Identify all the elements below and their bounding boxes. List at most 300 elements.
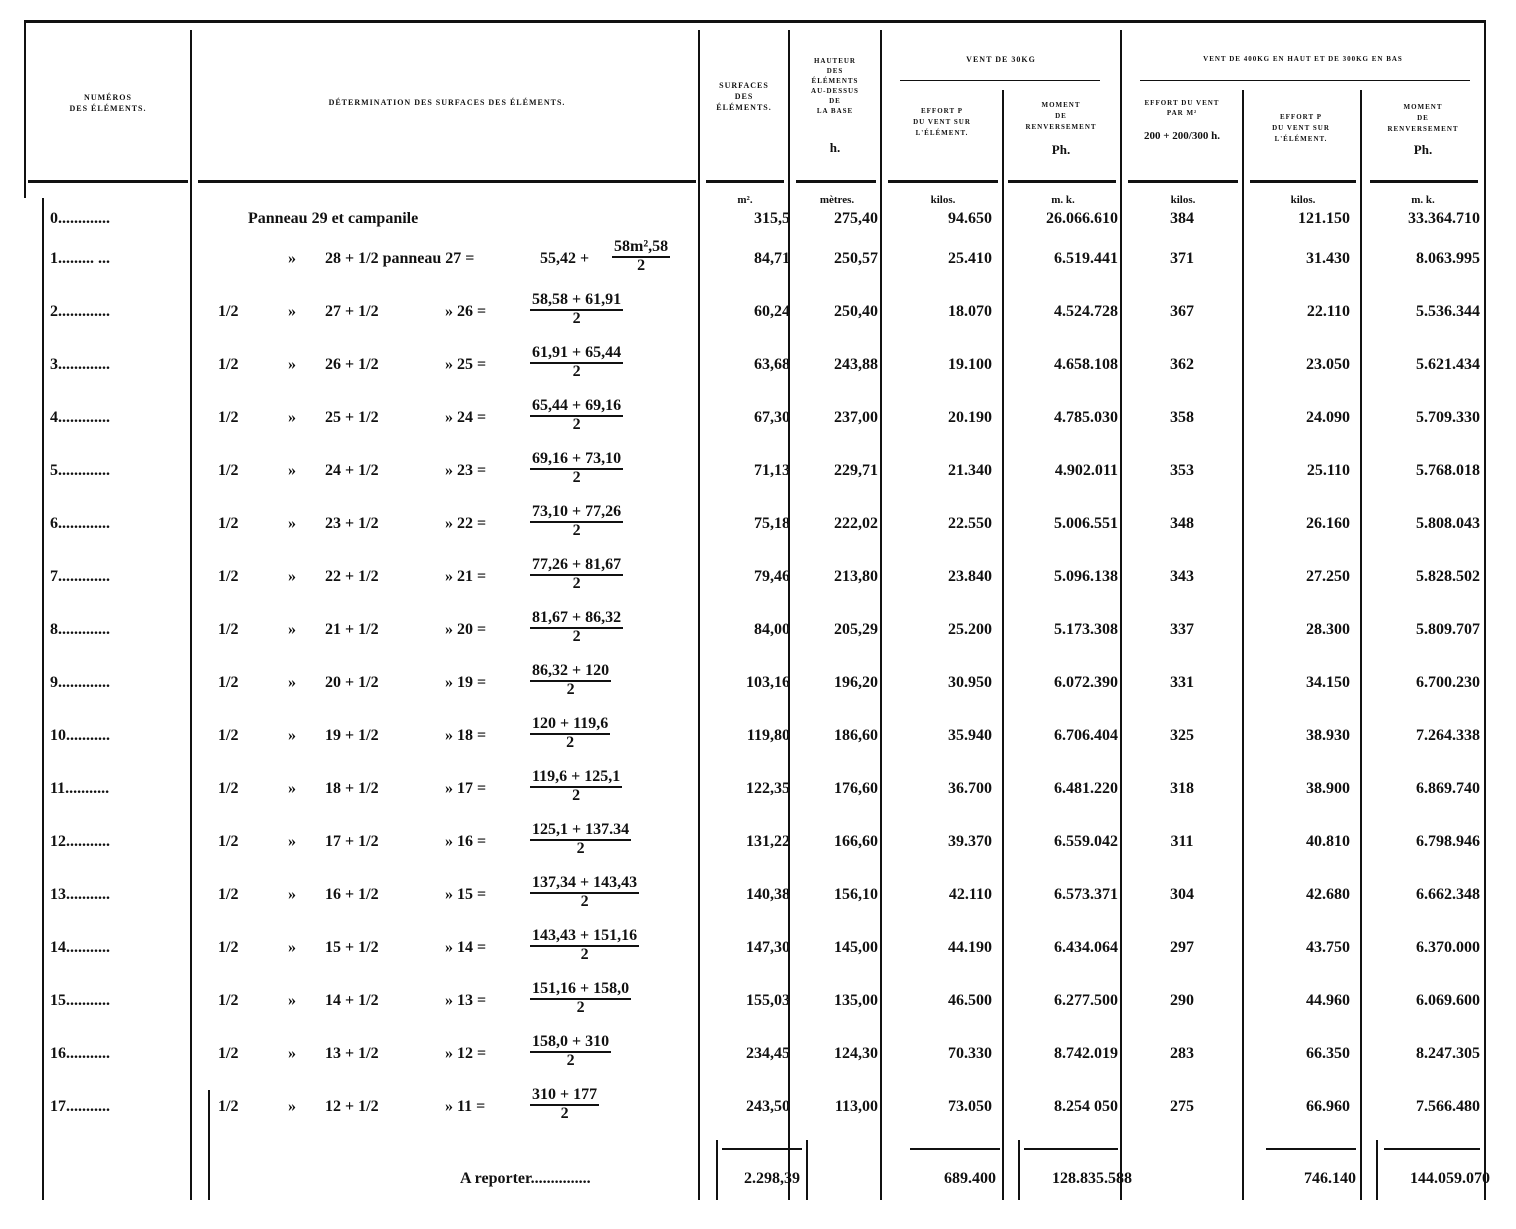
half-panel-fraction: 1/2 xyxy=(218,780,239,797)
effort-30-value: 35.940 xyxy=(948,727,992,744)
half-panel-fraction: 1/2 xyxy=(218,462,239,479)
half-panel-fraction: 1/2 xyxy=(218,356,239,373)
effort-per-m2-value: 343 xyxy=(1170,568,1194,585)
total-moment-30: 128.835.588 xyxy=(1052,1170,1132,1187)
total-rule xyxy=(910,1148,1000,1150)
effort-30-value: 46.500 xyxy=(948,992,992,1009)
group-rule xyxy=(900,80,1100,81)
height-value: 222,02 xyxy=(834,515,878,532)
header-effort-30: EFFORT P DU VENT SUR L'ÉLÉMENT. xyxy=(913,107,971,137)
moment-40-value: 6.069.600 xyxy=(1416,992,1480,1009)
equals-panel: » 15 = xyxy=(445,886,487,903)
effort-per-m2-value: 337 xyxy=(1170,621,1194,638)
column-rule xyxy=(190,30,192,1200)
panel-expression: 15 + 1/2 xyxy=(325,939,379,956)
equals-panel: » 16 = xyxy=(445,833,487,850)
fraction-numerator: 81,67 + 86,32 xyxy=(530,609,623,629)
moment-30-value: 26.066.610 xyxy=(1046,210,1118,227)
total-surface: 2.298,39 xyxy=(744,1170,800,1187)
effort-40-value: 28.300 xyxy=(1306,621,1350,638)
element-number: 9............. xyxy=(50,674,110,691)
effort-40-value: 66.350 xyxy=(1306,1045,1350,1062)
surface-fraction xyxy=(530,821,631,857)
moment-30-value: 6.573.371 xyxy=(1054,886,1118,903)
surface-fraction xyxy=(530,1033,611,1069)
element-number: 11........... xyxy=(50,780,110,797)
ditto-mark: » xyxy=(288,674,296,691)
effort-40-value: 42.680 xyxy=(1306,886,1350,903)
effort-per-m2-value: 325 xyxy=(1170,727,1194,744)
equals-panel: » 23 = xyxy=(445,462,487,479)
panel-expression: 17 + 1/2 xyxy=(325,833,379,850)
equals-panel: » 17 = xyxy=(445,780,487,797)
fraction-numerator: 65,44 + 69,16 xyxy=(530,397,623,417)
panel-expression: 12 + 1/2 xyxy=(325,1098,379,1115)
element-number: 3............. xyxy=(50,356,110,373)
panel-expression: 28 + 1/2 panneau 27 = xyxy=(325,250,475,267)
surface-value: 67,30 xyxy=(754,409,790,426)
fraction-denominator: 2 xyxy=(566,1052,575,1069)
ditto-mark: » xyxy=(288,409,296,426)
moment-40-value: 5.809.707 xyxy=(1416,621,1480,638)
half-panel-fraction: 1/2 xyxy=(218,1045,239,1062)
unit-moment-40: m. k. xyxy=(1411,194,1435,206)
surface-fraction xyxy=(530,503,623,539)
header-bottom-rule xyxy=(1008,180,1116,183)
equals-panel: » 21 = xyxy=(445,568,487,585)
height-value: 196,20 xyxy=(834,674,878,691)
surface-value: 155,03 xyxy=(746,992,790,1009)
unit-moment-30: m. k. xyxy=(1051,194,1075,206)
surface-value: 140,38 xyxy=(746,886,790,903)
effort-40-value: 25.110 xyxy=(1306,462,1350,479)
header-bottom-rule xyxy=(888,180,998,183)
surface-fraction xyxy=(530,927,639,963)
surface-value: 131,22 xyxy=(746,833,790,850)
moment-40-value: 5.536.344 xyxy=(1416,303,1480,320)
height-value: 237,00 xyxy=(834,409,878,426)
ditto-mark: » xyxy=(288,515,296,532)
effort-30-value: 42.110 xyxy=(948,886,992,903)
fraction-numerator: 125,1 + 137.34 xyxy=(530,821,631,841)
effort-40-value: 23.050 xyxy=(1306,356,1350,373)
moment-30-value: 8.254 050 xyxy=(1054,1098,1118,1115)
header-moment-30-variable: Ph. xyxy=(1051,142,1071,157)
surface-value: 84,00 xyxy=(754,621,790,638)
fraction-numerator: 120 + 119,6 xyxy=(530,715,610,735)
effort-40-value: 38.900 xyxy=(1306,780,1350,797)
surface-sum-term: 55,42 + xyxy=(540,250,590,267)
effort-per-m2-value: 367 xyxy=(1170,303,1194,320)
effort-30-value: 39.370 xyxy=(948,833,992,850)
panel-expression: 25 + 1/2 xyxy=(325,409,379,426)
panel-expression: 18 + 1/2 xyxy=(325,780,379,797)
half-panel-fraction: 1/2 xyxy=(218,886,239,903)
moment-40-value: 6.370.000 xyxy=(1416,939,1480,956)
header-bottom-rule xyxy=(28,180,188,183)
fraction-denominator: 2 xyxy=(572,363,581,380)
equals-panel: » 26 = xyxy=(445,303,487,320)
effort-per-m2-value: 384 xyxy=(1170,210,1194,227)
effort-per-m2-value: 304 xyxy=(1170,886,1194,903)
effort-40-value: 26.160 xyxy=(1306,515,1350,532)
element-number: 15........... xyxy=(50,992,110,1009)
column-rule xyxy=(806,1140,808,1200)
fraction-numerator: 69,16 + 73,10 xyxy=(530,450,623,470)
fraction-numerator: 143,43 + 151,16 xyxy=(530,927,639,947)
surface-fraction xyxy=(612,238,670,274)
half-panel-fraction: 1/2 xyxy=(218,568,239,585)
effort-per-m2-value: 331 xyxy=(1170,674,1194,691)
surface-value: 79,46 xyxy=(754,568,790,585)
moment-40-value: 5.709.330 xyxy=(1416,409,1480,426)
effort-40-value: 24.090 xyxy=(1306,409,1350,426)
surface-fraction xyxy=(530,662,611,698)
ditto-mark: » xyxy=(288,621,296,638)
ditto-mark: » xyxy=(288,780,296,797)
fraction-denominator: 2 xyxy=(560,1105,569,1122)
moment-30-value: 6.434.064 xyxy=(1054,939,1118,956)
panel-expression: 24 + 1/2 xyxy=(325,462,379,479)
moment-40-value: 6.869.740 xyxy=(1416,780,1480,797)
effort-30-value: 70.330 xyxy=(948,1045,992,1062)
surface-value: 84,71 xyxy=(754,250,790,267)
fraction-numerator: 61,91 + 65,44 xyxy=(530,344,623,364)
half-panel-fraction: 1/2 xyxy=(218,1098,239,1115)
panel-expression: 16 + 1/2 xyxy=(325,886,379,903)
fraction-numerator: 58m²,58 xyxy=(612,238,670,258)
fraction-denominator: 2 xyxy=(580,946,589,963)
half-panel-fraction: 1/2 xyxy=(218,939,239,956)
fraction-denominator: 2 xyxy=(572,522,581,539)
header-surfaces: SURFACES DES ÉLÉMENTS. xyxy=(716,81,772,112)
height-value: 275,40 xyxy=(834,210,878,227)
half-panel-fraction: 1/2 xyxy=(218,409,239,426)
surface-value: 71,13 xyxy=(754,462,790,479)
header-bottom-rule xyxy=(706,180,784,183)
effort-40-value: 43.750 xyxy=(1306,939,1350,956)
surface-fraction xyxy=(530,291,623,327)
fraction-numerator: 73,10 + 77,26 xyxy=(530,503,623,523)
effort-30-value: 36.700 xyxy=(948,780,992,797)
effort-40-value: 121.150 xyxy=(1298,210,1350,227)
height-value: 113,00 xyxy=(834,1098,878,1115)
moment-30-value: 6.277.500 xyxy=(1054,992,1118,1009)
element-number: 8............. xyxy=(50,621,110,638)
surface-value: 103,16 xyxy=(746,674,790,691)
fraction-denominator: 2 xyxy=(572,575,581,592)
height-value: 176,60 xyxy=(834,780,878,797)
fraction-denominator: 2 xyxy=(566,681,575,698)
panel-expression: 14 + 1/2 xyxy=(325,992,379,1009)
effort-30-value: 21.340 xyxy=(948,462,992,479)
total-rule xyxy=(1024,1148,1118,1150)
header-effort-m2-formula: 200 + 200/300 h. xyxy=(1144,130,1220,142)
ditto-mark: » xyxy=(288,356,296,373)
header-vent-30: VENT DE 30KG xyxy=(966,55,1036,64)
element-number: 1......... ... xyxy=(50,250,110,267)
panel-expression: 22 + 1/2 xyxy=(325,568,379,585)
height-value: 213,80 xyxy=(834,568,878,585)
total-rule xyxy=(1266,1148,1356,1150)
moment-30-value: 6.072.390 xyxy=(1054,674,1118,691)
moment-30-value: 4.524.728 xyxy=(1054,303,1118,320)
equals-panel: » 13 = xyxy=(445,992,487,1009)
header-numeros: NUMÉROS DES ÉLÉMENTS. xyxy=(69,93,147,113)
effort-30-value: 23.840 xyxy=(948,568,992,585)
height-value: 250,57 xyxy=(834,250,878,267)
effort-per-m2-value: 275 xyxy=(1170,1098,1194,1115)
header-bottom-rule xyxy=(1128,180,1238,183)
element-number: 7............. xyxy=(50,568,110,585)
header-bottom-rule xyxy=(198,180,696,183)
effort-40-value: 44.960 xyxy=(1306,992,1350,1009)
fraction-denominator: 2 xyxy=(580,893,589,910)
element-determination-text: Panneau 29 et campanile xyxy=(248,210,419,227)
surface-fraction xyxy=(530,344,623,380)
unit-effort-40: kilos. xyxy=(1290,194,1316,206)
element-number: 10........... xyxy=(50,727,110,744)
ditto-mark: » xyxy=(288,727,296,744)
header-vent-40: VENT DE 400KG EN HAUT ET DE 300KG EN BAS xyxy=(1203,55,1403,63)
fraction-numerator: 137,34 + 143,43 xyxy=(530,874,639,894)
panel-expression: 21 + 1/2 xyxy=(325,621,379,638)
surface-fraction xyxy=(530,980,631,1016)
effort-30-value: 94.650 xyxy=(948,210,992,227)
header-moment-30: MOMENT DE RENVERSEMENT xyxy=(1025,101,1097,131)
moment-30-value: 6.481.220 xyxy=(1054,780,1118,797)
fraction-numerator: 158,0 + 310 xyxy=(530,1033,611,1053)
ditto-mark: » xyxy=(288,1045,296,1062)
effort-30-value: 18.070 xyxy=(948,303,992,320)
effort-30-value: 73.050 xyxy=(948,1098,992,1115)
equals-panel: » 11 = xyxy=(445,1098,486,1115)
column-rule xyxy=(1002,90,1004,1200)
surface-fraction xyxy=(530,768,622,804)
effort-40-value: 66.960 xyxy=(1306,1098,1350,1115)
effort-per-m2-value: 318 xyxy=(1170,780,1194,797)
surface-value: 243,50 xyxy=(746,1098,790,1115)
height-value: 229,71 xyxy=(834,462,878,479)
fraction-numerator: 77,26 + 81,67 xyxy=(530,556,623,576)
column-rule xyxy=(1120,30,1122,1200)
half-panel-fraction: 1/2 xyxy=(218,833,239,850)
moment-40-value: 5.621.434 xyxy=(1416,356,1480,373)
table-top-rule xyxy=(24,20,1486,23)
surface-fraction xyxy=(530,609,623,645)
height-value: 124,30 xyxy=(834,1045,878,1062)
effort-per-m2-value: 290 xyxy=(1170,992,1194,1009)
column-rule xyxy=(42,198,44,1200)
header-hauteur: HAUTEUR DES ÉLÉMENTS AU-DESSUS DE LA BASE xyxy=(811,57,859,115)
element-number: 14........... xyxy=(50,939,110,956)
effort-per-m2-value: 297 xyxy=(1170,939,1194,956)
total-effort-30: 689.400 xyxy=(944,1170,996,1187)
effort-per-m2-value: 353 xyxy=(1170,462,1194,479)
effort-40-value: 22.110 xyxy=(1306,303,1350,320)
surface-value: 75,18 xyxy=(754,515,790,532)
moment-30-value: 5.173.308 xyxy=(1054,621,1118,638)
height-value: 243,88 xyxy=(834,356,878,373)
element-number: 16........... xyxy=(50,1045,110,1062)
effort-per-m2-value: 371 xyxy=(1170,250,1194,267)
element-number: 4............. xyxy=(50,409,110,426)
ditto-mark: » xyxy=(288,886,296,903)
effort-40-value: 38.930 xyxy=(1306,727,1350,744)
panel-expression: 26 + 1/2 xyxy=(325,356,379,373)
height-value: 250,40 xyxy=(834,303,878,320)
fraction-denominator: 2 xyxy=(576,840,585,857)
half-panel-fraction: 1/2 xyxy=(218,674,239,691)
moment-40-value: 5.828.502 xyxy=(1416,568,1480,585)
surface-fraction xyxy=(530,556,623,592)
ditto-mark: » xyxy=(288,303,296,320)
element-number: 6............. xyxy=(50,515,110,532)
surface-fraction xyxy=(530,715,610,751)
moment-40-value: 8.063.995 xyxy=(1416,250,1480,267)
fraction-denominator: 2 xyxy=(572,469,581,486)
fraction-denominator: 2 xyxy=(637,257,646,274)
effort-40-value: 34.150 xyxy=(1306,674,1350,691)
surface-fraction xyxy=(530,397,623,433)
fraction-numerator: 119,6 + 125,1 xyxy=(530,768,622,788)
moment-40-value: 6.700.230 xyxy=(1416,674,1480,691)
half-panel-fraction: 1/2 xyxy=(218,621,239,638)
total-rule xyxy=(1384,1148,1480,1150)
effort-40-value: 31.430 xyxy=(1306,250,1350,267)
moment-30-value: 6.706.404 xyxy=(1054,727,1118,744)
surface-value: 63,68 xyxy=(754,356,790,373)
unit-hauteur: mètres. xyxy=(819,194,855,206)
effort-40-value: 40.810 xyxy=(1306,833,1350,850)
moment-40-value: 7.566.480 xyxy=(1416,1098,1480,1115)
height-value: 135,00 xyxy=(834,992,878,1009)
panel-expression: 27 + 1/2 xyxy=(325,303,379,320)
surface-value: 234,45 xyxy=(746,1045,790,1062)
effort-per-m2-value: 362 xyxy=(1170,356,1194,373)
panel-expression: 23 + 1/2 xyxy=(325,515,379,532)
effort-per-m2-value: 283 xyxy=(1170,1045,1194,1062)
total-effort-40: 746.140 xyxy=(1304,1170,1356,1187)
fraction-numerator: 151,16 + 158,0 xyxy=(530,980,631,1000)
total-label: A reporter............... xyxy=(460,1170,591,1187)
equals-panel: » 25 = xyxy=(445,356,487,373)
surface-value: 119,80 xyxy=(746,727,790,744)
effort-40-value: 27.250 xyxy=(1306,568,1350,585)
half-panel-fraction: 1/2 xyxy=(218,303,239,320)
equals-panel: » 22 = xyxy=(445,515,487,532)
half-panel-fraction: 1/2 xyxy=(218,515,239,532)
total-rule xyxy=(722,1148,802,1150)
header-moment-40: MOMENT DE RENVERSEMENT xyxy=(1387,103,1459,133)
effort-per-m2-value: 311 xyxy=(1170,833,1194,850)
effort-30-value: 22.550 xyxy=(948,515,992,532)
moment-40-value: 6.798.946 xyxy=(1416,833,1480,850)
surface-value: 122,35 xyxy=(746,780,790,797)
moment-30-value: 6.559.042 xyxy=(1054,833,1118,850)
equals-panel: » 24 = xyxy=(445,409,487,426)
unit-effort-30: kilos. xyxy=(930,194,956,206)
height-value: 166,60 xyxy=(834,833,878,850)
equals-panel: » 18 = xyxy=(445,727,487,744)
effort-30-value: 20.190 xyxy=(948,409,992,426)
unit-effort-m2: kilos. xyxy=(1170,194,1196,206)
moment-30-value: 5.096.138 xyxy=(1054,568,1118,585)
fraction-denominator: 2 xyxy=(572,787,581,804)
panel-expression: 19 + 1/2 xyxy=(325,727,379,744)
header-bottom-rule xyxy=(1250,180,1356,183)
equals-panel: » 19 = xyxy=(445,674,487,691)
group-rule xyxy=(1140,80,1470,81)
surface-value: 315,5 xyxy=(754,210,790,227)
moment-40-value: 7.264.338 xyxy=(1416,727,1480,744)
surface-fraction xyxy=(530,450,623,486)
effort-30-value: 30.950 xyxy=(948,674,992,691)
surface-value: 60,24 xyxy=(754,303,790,320)
effort-30-value: 19.100 xyxy=(948,356,992,373)
column-rule xyxy=(208,1090,210,1200)
header-bottom-rule xyxy=(1370,180,1478,183)
fraction-denominator: 2 xyxy=(576,999,585,1016)
surface-fraction xyxy=(530,874,639,910)
ditto-mark: » xyxy=(288,250,296,267)
moment-30-value: 5.006.551 xyxy=(1054,515,1118,532)
panel-expression: 13 + 1/2 xyxy=(325,1045,379,1062)
total-moment-40: 144.059.070 xyxy=(1410,1170,1490,1187)
height-value: 205,29 xyxy=(834,621,878,638)
header-bottom-rule xyxy=(796,180,876,183)
height-value: 145,00 xyxy=(834,939,878,956)
element-number: 5............. xyxy=(50,462,110,479)
equals-panel: » 14 = xyxy=(445,939,487,956)
ditto-mark: » xyxy=(288,462,296,479)
half-panel-fraction: 1/2 xyxy=(218,727,239,744)
header-determination: DÉTERMINATION DES SURFACES DES ÉLÉMENTS. xyxy=(328,98,566,107)
header-effort-m2: EFFORT DU VENT PAR M² xyxy=(1144,99,1220,117)
unit-surfaces: m². xyxy=(737,194,753,206)
header-hauteur-variable: h. xyxy=(829,140,841,155)
half-panel-fraction: 1/2 xyxy=(218,992,239,1009)
moment-40-value: 5.768.018 xyxy=(1416,462,1480,479)
surface-fraction xyxy=(530,1086,599,1122)
ditto-mark: » xyxy=(288,939,296,956)
column-rule xyxy=(1484,20,1486,1200)
height-value: 186,60 xyxy=(834,727,878,744)
moment-40-value: 6.662.348 xyxy=(1416,886,1480,903)
panel-expression: 20 + 1/2 xyxy=(325,674,379,691)
fraction-denominator: 2 xyxy=(572,628,581,645)
ditto-mark: » xyxy=(288,992,296,1009)
column-rule xyxy=(24,20,26,198)
element-number: 12........... xyxy=(50,833,110,850)
equals-panel: » 12 = xyxy=(445,1045,487,1062)
fraction-numerator: 58,58 + 61,91 xyxy=(530,291,623,311)
height-value: 156,10 xyxy=(834,886,878,903)
moment-30-value: 4.902.011 xyxy=(1054,462,1118,479)
moment-30-value: 6.519.441 xyxy=(1054,250,1118,267)
effort-30-value: 44.190 xyxy=(948,939,992,956)
fraction-numerator: 310 + 177 xyxy=(530,1086,599,1106)
fraction-denominator: 2 xyxy=(566,734,575,751)
moment-30-value: 4.658.108 xyxy=(1054,356,1118,373)
fraction-denominator: 2 xyxy=(572,416,581,433)
equals-panel: » 20 = xyxy=(445,621,487,638)
moment-40-value: 33.364.710 xyxy=(1408,210,1480,227)
moment-30-value: 4.785.030 xyxy=(1054,409,1118,426)
effort-30-value: 25.410 xyxy=(948,250,992,267)
effort-per-m2-value: 358 xyxy=(1170,409,1194,426)
moment-40-value: 8.247.305 xyxy=(1416,1045,1480,1062)
